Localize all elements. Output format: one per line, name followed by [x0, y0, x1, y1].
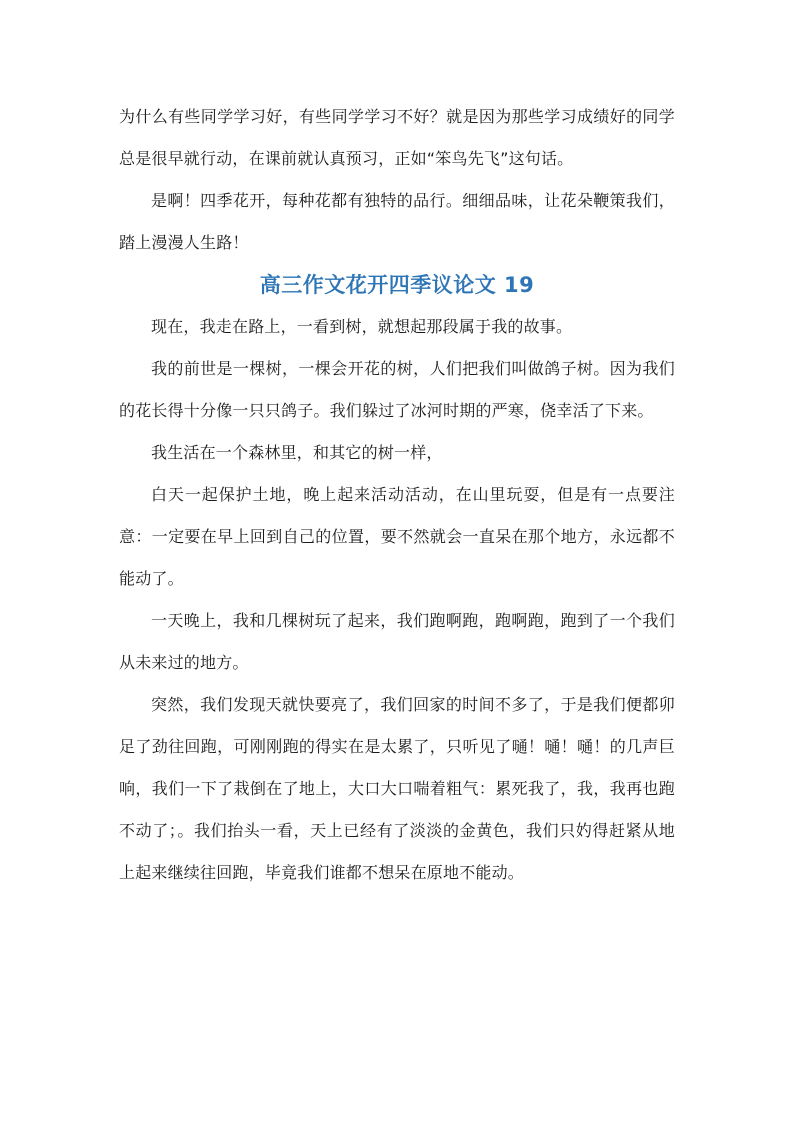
body-paragraph-2: 我的前世是一棵树，一棵会开花的树，人们把我们叫做鸽子树。因为我们的花长得十分像一只只鸽子。我们躲过了冰河时期的严寒，侥幸活了下来。: [119, 359, 675, 420]
body-paragraph-5: 一天晚上，我和几棵树玩了起来，我们跑啊跑，跑啊跑，跑到了一个我们从未来过的地方。: [119, 611, 675, 672]
body-paragraph-3: 我生活在一个森林里，和其它的树一样，: [151, 443, 443, 462]
body-paragraph-1: 现在，我走在路上，一看到树，就想起那段属于我的故事。: [151, 317, 573, 336]
document-page: [119, 96, 675, 894]
section-heading: 高三作文花开四季议论文 19: [259, 273, 535, 297]
body-paragraph-4: 白天一起保护土地，晚上起来活动活动，在山里玩耍，但是有一点要注意：一定要在早上回到自己的位置，要不然就会一直呆在那个地方，永远都不能动了。: [119, 485, 675, 588]
intro-paragraph-2: 是啊！四季花开，每种花都有独特的品行。细细品味，让花朵鞭策我们，踏上漫漫人生路！: [119, 191, 675, 252]
body-paragraph-6: 突然，我们发现天就快要亮了，我们回家的时间不多了，于是我们便都卯足了劲往回跑，可刚刚跑的得实在是太累了，只听见了嗵！嗵！嗵！的几声巨响，我们一下了栽倒在了地上，大口大口喘着粗气：累死我了，我，我再也跑不动了；。我们抬头一看，天上已经有了淡淡的金黄色，我们只妁得赶紧从地上起来继续往回跑，毕竟我们谁都不想呆在原地不能动。: [119, 695, 675, 882]
intro-paragraph-1: 为什么有些同学学习好，有些同学学习不好？就是因为那些学习成绩好的同学总是很早就行动，在课前就认真预习，正如“笨鸟先飞”这句话。: [119, 107, 675, 168]
